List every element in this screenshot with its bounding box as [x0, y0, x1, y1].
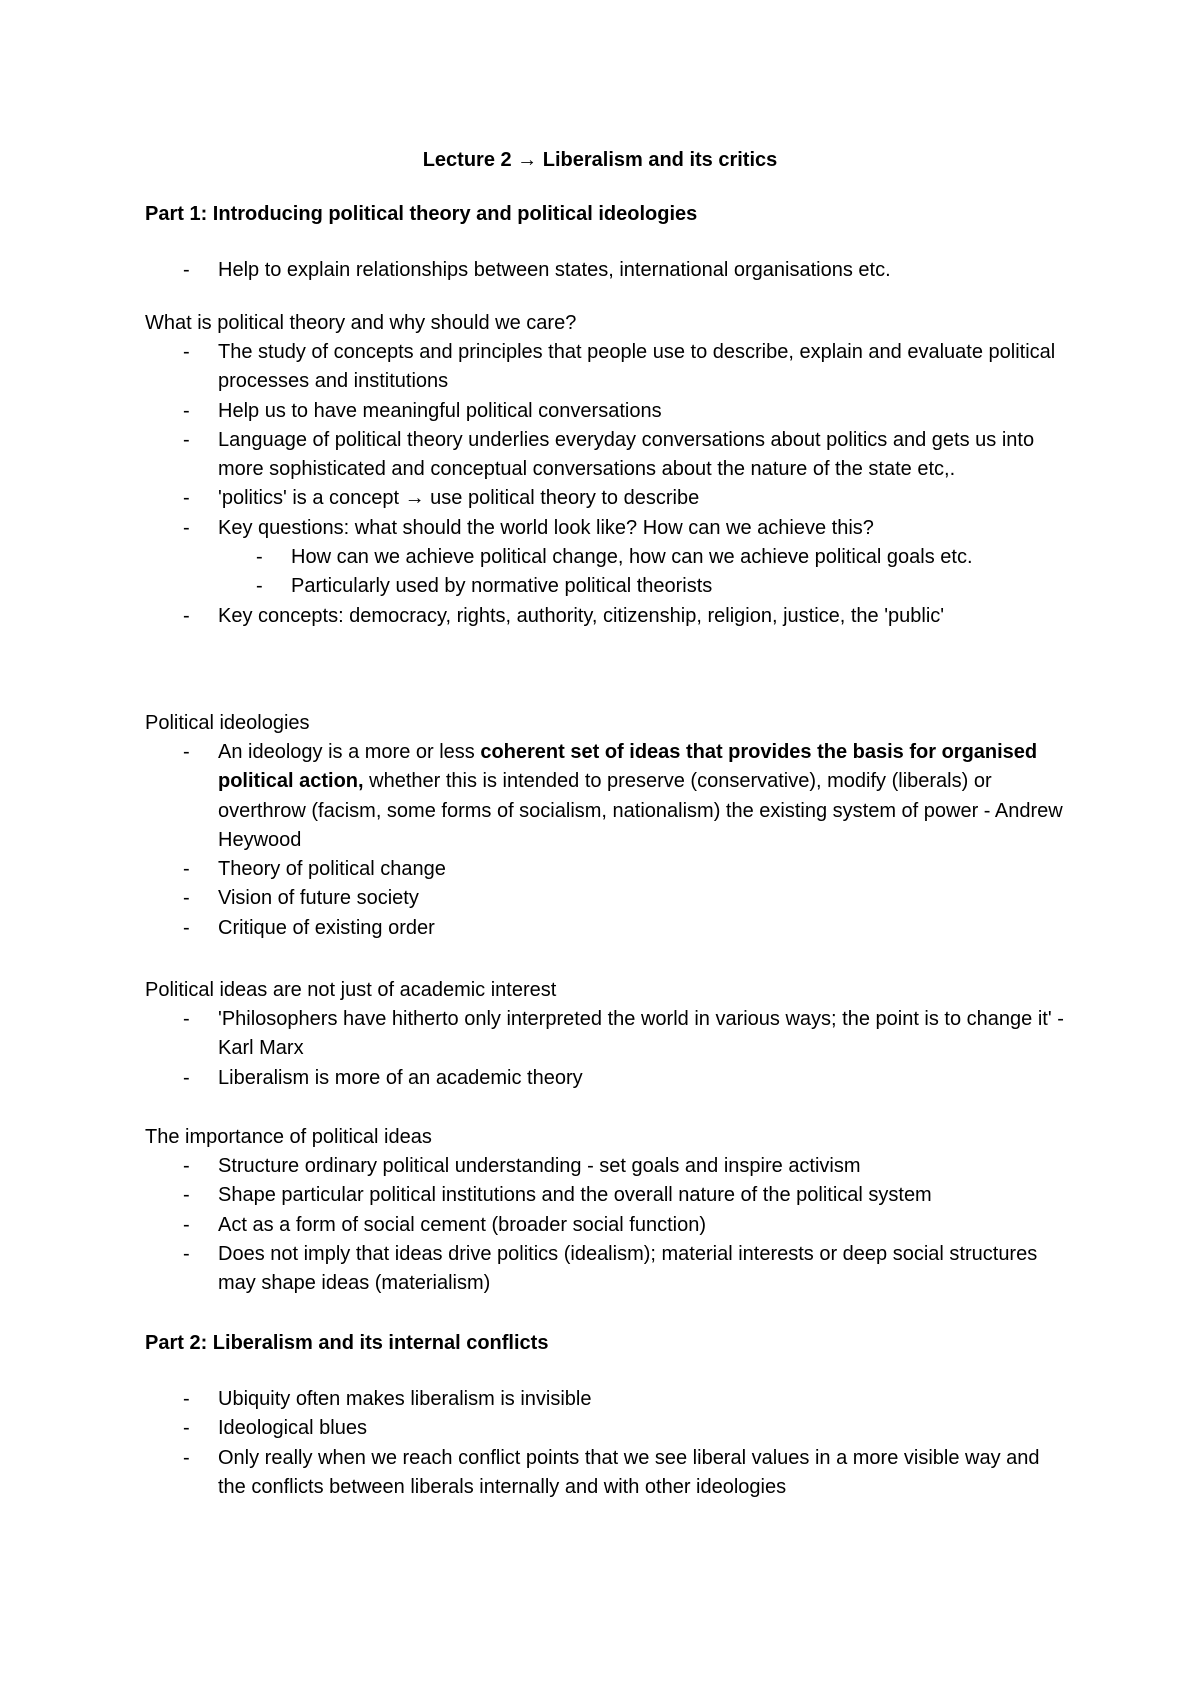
part2-heading: Part 2: Liberalism and its internal conflicts — [145, 1332, 549, 1354]
list-item: - Ideological blues — [0, 1414, 1068, 1443]
list-item: - Act as a form of social cement (broader social function) — [0, 1211, 1068, 1240]
list-item: - Help to explain relationships between states, international organisations etc. — [0, 256, 1068, 285]
list-item: - Does not imply that ideas drive politics (idealism); material interests or deep social structures may shape ideas (materialism) — [0, 1240, 1068, 1299]
list-item: - Liberalism is more of an academic theory — [0, 1064, 1068, 1093]
list-item: - Shape particular political institutions and the overall nature of the political system — [0, 1181, 1068, 1210]
section-heading-academic: Political ideas are not just of academic interest — [145, 979, 557, 1001]
section-heading-importance: The importance of political ideas — [145, 1126, 432, 1148]
sub-list-item: - How can we achieve political change, how can we achieve political goals etc. — [0, 543, 1068, 572]
theory-list — [0, 338, 1068, 631]
part2-list — [0, 1385, 1068, 1502]
list-item: - Structure ordinary political understanding - set goals and inspire activism — [0, 1152, 1068, 1181]
part1-heading: Part 1: Introducing political theory and political ideologies — [145, 203, 698, 225]
list-item-ideology-definition — [0, 738, 1068, 855]
list-item: - Ubiquity often makes liberalism is invisible — [0, 1385, 1068, 1414]
sub-list-item: - Particularly used by normative political theorists — [0, 572, 1068, 601]
section-heading-ideologies: Political ideologies — [145, 712, 310, 734]
list-item: - Vision of future society — [0, 884, 1068, 913]
academic-list — [0, 1005, 1068, 1093]
list-item: - 'politics' is a concept → use political theory to describe — [0, 484, 1068, 513]
part1-list — [0, 256, 1068, 285]
definition-text-post: whether this is intended to preserve (conservative), modify (liberals) or overthrow (facism, some forms of socialism, nationalism) the existing system of power - Andrew Heywood — [218, 770, 1063, 851]
definition-text-bold: coherent set of ideas that provides the basis for organised political action, — [218, 741, 1038, 793]
list-item: - Critique of existing order — [0, 914, 1068, 943]
list-item: - 'Philosophers have hitherto only interpreted the world in various ways; the point is to change it' - Karl Marx — [0, 1005, 1068, 1064]
document-title: Lecture 2 → Liberalism and its critics — [422, 149, 778, 171]
list-item: - The study of concepts and principles that people use to describe, explain and evaluate political processes and institutions — [0, 338, 1068, 397]
list-item: - Help us to have meaningful political conversations — [0, 397, 1068, 426]
list-item: - Language of political theory underlies everyday conversations about politics and gets us into more sophisticated and conceptual conversations about the nature of the state etc,. — [0, 426, 1068, 485]
list-item: - Theory of political change — [0, 855, 1068, 884]
importance-list — [0, 1152, 1068, 1298]
list-item: - Only really when we reach conflict points that we see liberal values in a more visible way and the conflicts between liberals internally and with other ideologies — [0, 1444, 1068, 1503]
list-item: - Key concepts: democracy, rights, authority, citizenship, religion, justice, the 'public' — [0, 602, 1068, 631]
section-heading-theory: What is political theory and why should we care? — [145, 312, 577, 334]
ideologies-list — [0, 738, 1068, 943]
list-item: - Key questions: what should the world look like? How can we achieve this? — [0, 514, 1068, 543]
definition-text-pre: An ideology is a more or less — [218, 741, 481, 763]
